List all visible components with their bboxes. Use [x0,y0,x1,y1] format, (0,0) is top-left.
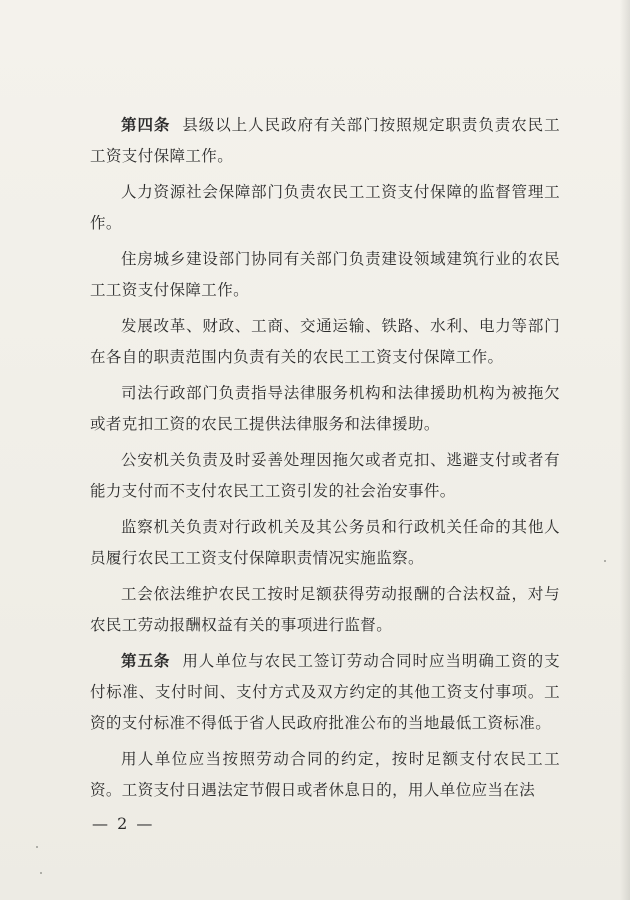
article-label: 第四条 [121,116,171,134]
paragraph-text: 司法行政部门负责指导法律服务机构和法律援助机构为被拖欠或者克扣工资的农民工提供法律服务和法律援助。 [90,384,560,433]
paragraph-text: 监察机关负责对行政机关及其公务员和行政机关任命的其他人员履行农民工工资支付保障职责情况实施监察。 [90,518,560,567]
page-edge-shadow [620,0,630,900]
paragraph-union-duty [90,579,560,641]
paragraph-payment-terms [90,744,560,806]
article-label: 第五条 [121,652,171,670]
paragraph-text: 人力资源社会保障部门负责农民工工资支付保障的监督管理工作。 [90,183,560,232]
paragraph-supervision-duty [90,512,560,574]
scan-speck [36,846,38,848]
scan-speck [604,560,606,562]
paragraph-text: 发展改革、财政、工商、交通运输、铁路、水利、电力等部门在各自的职责范围内负责有关的农民工工资支付保障工作。 [90,317,560,366]
paragraph-departments-duty [90,311,560,373]
paragraph-text: 用人单位与农民工签订劳动合同时应当明确工资的支付标准、支付时间、支付方式及双方约定的其他工资支付事项。工资的支付标准不得低于省人民政府批准公布的当地最低工资标准。 [90,652,561,732]
paragraph-text: 公安机关负责及时妥善处理因拖欠或者克扣、逃避支付或者有能力支付而不支付农民工工资引发的社会治安事件。 [90,451,560,500]
scan-speck [40,872,42,874]
paragraph-housing-duty [90,244,560,306]
paragraph-judicial-duty [90,378,560,440]
paragraph-text: 工会依法维护农民工按时足额获得劳动报酬的合法权益，对与农民工劳动报酬权益有关的事项进行监督。 [90,585,560,634]
paragraph-text: 住房城乡建设部门协同有关部门负责建设领域建筑行业的农民工工资支付保障工作。 [90,250,560,299]
paragraph-text: 县级以上人民政府有关部门按照规定职责负责农民工工资支付保障工作。 [90,116,561,165]
paragraph-text: 用人单位应当按照劳动合同的约定，按时足额支付农民工工资。工资支付日遇法定节假日或者休息日的，用人单位应当在法 [90,750,560,799]
paragraph-police-duty [90,445,560,507]
paragraph-article-4 [90,110,560,172]
paragraph-hrss-duty [90,177,560,239]
paragraph-article-5 [90,646,560,739]
page-number: — 2 — [92,814,155,833]
document-body [90,110,560,806]
